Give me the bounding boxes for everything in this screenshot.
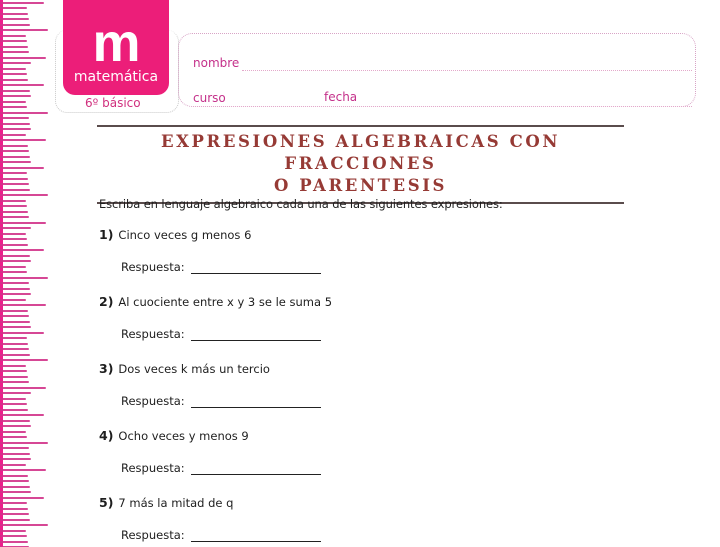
spiral-line [0,123,30,125]
question-text: 7 más la mitad de q [118,496,234,510]
grade-label: 6º básico [85,96,141,110]
spiral-line [0,238,27,240]
spiral-line [0,139,46,141]
answer-label: Respuesta: [121,327,185,341]
spiral-line [0,348,29,350]
spiral-line [0,255,30,257]
spiral-line [0,398,26,400]
spiral-line [0,112,48,114]
question-text: Cinco veces g menos 6 [118,228,252,242]
question-number: 1) [99,227,114,242]
spiral-line [0,62,31,64]
answer-blank-2[interactable] [191,328,321,341]
spiral-line [0,420,30,422]
answer-blank-5[interactable] [191,529,321,542]
question-number: 5) [99,495,114,510]
answer-label: Respuesta: [121,461,185,475]
instructions: Escriba en lenguaje algebraico cada una de las siguientes expresiones: [99,197,503,211]
spiral-line [0,178,28,180]
answer-label: Respuesta: [121,394,185,408]
spiral-line [0,249,44,251]
spiral-line [0,321,30,323]
spiral-line [0,535,27,537]
spiral-line [0,376,28,378]
spiral-line [0,370,27,372]
spiral-line [0,106,27,108]
spiral-line [0,304,46,306]
spiral-line [0,266,26,268]
answer-blank-3[interactable] [191,395,321,408]
spiral-line [0,189,30,191]
spiral-line [0,90,30,92]
logo-subject: matemática [73,69,159,85]
spiral-line [0,491,31,493]
spiral-line [0,172,27,174]
spiral-line [0,68,26,70]
question-number: 2) [99,294,114,309]
spiral-line [0,458,31,460]
spiral-line [0,354,30,356]
spiral-line [0,480,29,482]
spiral-line [0,183,29,185]
answer-2 [121,327,321,341]
spiral-line [0,315,29,317]
answer-5 [121,528,321,542]
spiral-line [0,46,28,48]
spiral-line [0,288,30,290]
spiral-line [0,233,26,235]
spiral-line [0,35,26,37]
spiral-line [0,337,27,339]
spiral-line [0,216,29,218]
spiral-line [0,244,28,246]
course-date-field[interactable] [193,106,692,107]
spiral-line [0,436,27,438]
question-1 [99,227,251,242]
worksheet-title [97,131,624,197]
spiral-line [0,359,48,361]
spiral-line [0,365,26,367]
spiral-line [0,24,30,26]
spiral-line [0,299,26,301]
logo-letter: m [92,13,140,73]
answer-1 [121,260,321,274]
spiral-line [0,29,48,31]
spiral-line [0,40,27,42]
spiral-line [0,513,29,515]
spiral-line [0,502,27,504]
spiral-line [0,194,48,196]
spiral-line [0,167,44,169]
spiral-line [0,508,28,510]
spiral-line [0,453,30,455]
spiral-line [0,13,28,15]
spiral-line [0,117,29,119]
spiral-line [0,51,29,53]
question-4 [99,428,249,443]
spiral-line [0,392,31,394]
spiral-line [0,227,31,229]
question-number: 4) [99,428,114,443]
spiral-line [0,7,27,9]
spiral-line [0,95,31,97]
answer-label: Respuesta: [121,260,185,274]
spiral-line [0,73,27,75]
spiral-line [0,222,46,224]
name-field[interactable] [242,70,692,71]
title-line-2: O PARENTESIS [273,176,448,195]
spiral-line [0,310,28,312]
question-5 [99,495,233,510]
spiral-line [0,469,46,471]
spiral-line [0,414,44,416]
spiral-line [0,79,28,81]
spiral-line [0,293,31,295]
spiral-line [0,541,28,543]
question-text: Ocho veces y menos 9 [118,429,249,443]
spiral-line [0,519,30,521]
spiral-line [0,442,48,444]
question-3 [99,361,270,376]
title-line-1: EXPRESIONES ALGEBRAICAS CON FRACCIONES [160,132,561,173]
spiral-line [0,343,28,345]
spiral-line [0,271,27,273]
answer-blank-1[interactable] [191,261,321,274]
date-label: fecha [324,90,358,104]
subject-logo [63,0,169,95]
spiral-line [0,475,28,477]
spiral-line [0,134,26,136]
course-label: curso [193,91,226,105]
spiral-line [0,497,44,499]
spiral-line [0,101,26,103]
spiral-line [0,464,26,466]
spiral-line [0,403,27,405]
spiral-line [0,409,28,411]
answer-3 [121,394,321,408]
spiral-line [0,18,29,20]
spiral-line [0,277,48,279]
answer-blank-4[interactable] [191,462,321,475]
spiral-line [0,425,31,427]
spiral-line [0,260,31,262]
spiral-line [0,205,27,207]
spiral-line [0,431,26,433]
spiral-line [0,57,46,59]
spiral-line [0,145,28,147]
question-text: Al cuociente entre x y 3 se le suma 5 [118,295,333,309]
question-number: 3) [99,361,114,376]
title-top-rule [97,125,624,127]
spiral-line [0,2,44,4]
spiral-line [0,387,46,389]
answer-4 [121,461,321,475]
question-text: Dos veces k más un tercio [118,362,270,376]
answer-label: Respuesta: [121,528,185,542]
name-label: nombre [193,56,240,70]
spiral-line [0,161,31,163]
worksheet-title-block [97,125,624,204]
spiral-line [0,150,29,152]
spiral-line [0,332,44,334]
spiral-line [0,156,30,158]
spiral-line [0,211,28,213]
spiral-line [0,524,48,526]
spiral-line [0,447,29,449]
spiral-line [0,84,44,86]
spiral-line [0,200,26,202]
spiral-line [0,128,31,130]
spiral-line [0,282,29,284]
question-2 [99,294,332,309]
spiral-line [0,530,26,532]
spiral-line [0,381,29,383]
spiral-line [0,486,30,488]
notebook-spiral-margin [0,0,52,547]
spiral-line [0,326,31,328]
